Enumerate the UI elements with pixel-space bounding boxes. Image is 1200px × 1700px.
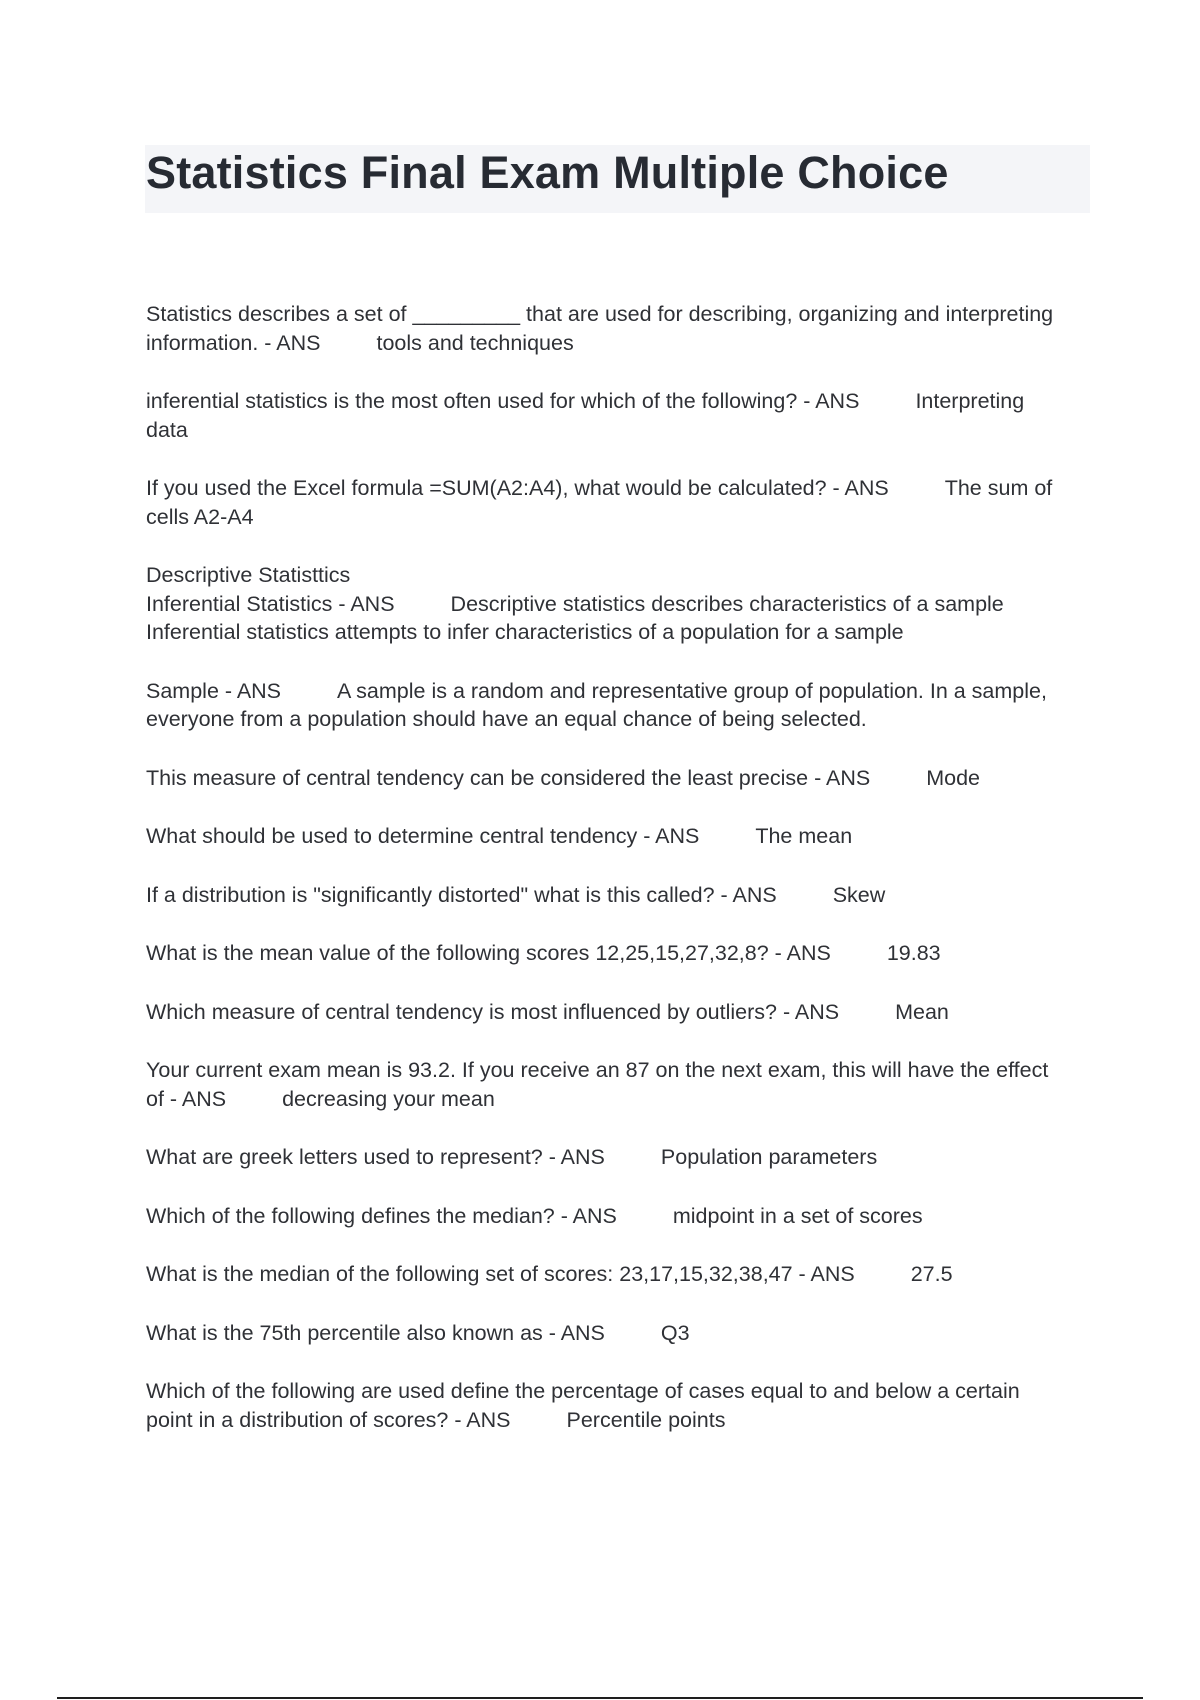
qa-item (146, 1056, 1092, 1113)
question-line: Sample - ANS (146, 678, 282, 703)
answer-text: The mean (755, 824, 853, 848)
answer-text: Percentile points (566, 1407, 726, 1432)
answer-continuation: Inferential statistics attempts to infer characteristics of a population for a sample (146, 620, 904, 644)
qa-item (146, 300, 1092, 357)
page-title: Statistics Final Exam Multiple Choice (146, 147, 949, 198)
question-line: What should be used to determine central tendency - ANS (146, 824, 700, 848)
answer-continuation: cells A2-A4 (146, 504, 254, 529)
answer-text: 19.83 (886, 941, 941, 965)
answer-text: Mean (895, 999, 949, 1024)
answer-text: Interpreting (915, 389, 1025, 413)
answer-text: Q3 (660, 1320, 690, 1345)
qa-item (146, 1319, 1092, 1348)
question-line: inferential statistics is the most often used for which of the following? - ANS (146, 389, 860, 413)
question-line: If you used the Excel formula =SUM(A2:A4), what would be calculated? - ANS (146, 476, 889, 500)
question-line: What is the mean value of the following scores 12,25,15,27,32,8? - ANS (146, 941, 831, 965)
question-line: point in a distribution of scores? - ANS (146, 1407, 511, 1432)
question-answer-list (146, 300, 1092, 1464)
answer-continuation: everyone from a population should have an equal chance of being selected. (146, 707, 867, 731)
question-line: What are greek letters used to represent? - ANS (146, 1145, 605, 1169)
answer-text: Descriptive statistics describes characteristics of a sample (450, 591, 1004, 616)
answer-text: The sum of (944, 476, 1053, 500)
question-line: Which measure of central tendency is most influenced by outliers? - ANS (146, 999, 840, 1024)
question-line: Inferential Statistics - ANS (146, 591, 395, 616)
answer-continuation: data (146, 417, 188, 442)
answer-text: A sample is a random and representative group of population. In a sample, (337, 678, 1047, 703)
qa-item (146, 677, 1092, 734)
answer-text: tools and techniques (376, 330, 574, 355)
question-line: information. - ANS (146, 330, 321, 355)
question-line: What is the median of the following set of scores: 23,17,15,32,38,47 - ANS (146, 1262, 855, 1286)
answer-text: midpoint in a set of scores (672, 1203, 923, 1228)
answer-text: Skew (832, 882, 886, 907)
qa-item (146, 1377, 1092, 1434)
qa-item (146, 939, 1092, 968)
question-line: If a distribution is "significantly distorted" what is this called? - ANS (146, 882, 777, 907)
qa-item (146, 561, 1092, 647)
qa-item (146, 998, 1092, 1027)
qa-item (146, 764, 1092, 793)
question-line: What is the 75th percentile also known as - ANS (146, 1320, 605, 1345)
question-line: Which of the following are used define the percentage of cases equal to and below a certain (146, 1379, 1020, 1403)
question-line: This measure of central tendency can be considered the least precise - ANS (146, 765, 871, 790)
qa-item (146, 881, 1092, 910)
answer-text: 27.5 (910, 1262, 953, 1286)
question-line: Which of the following defines the median? - ANS (146, 1203, 617, 1228)
answer-text: Population parameters (660, 1145, 878, 1169)
footer-divider (57, 1697, 1143, 1699)
answer-text: Mode (926, 765, 981, 790)
qa-item (146, 1143, 1092, 1172)
question-line: Statistics describes a set of _________ that are used for describing, organizing and interpreting (146, 302, 1054, 326)
qa-item (146, 1202, 1092, 1231)
qa-item (146, 1260, 1092, 1289)
qa-item (146, 387, 1092, 444)
qa-item (146, 822, 1092, 851)
question-line: Your current exam mean is 93.2. If you receive an 87 on the next exam, this will have the effect (146, 1058, 1049, 1082)
question-line: of - ANS (146, 1086, 227, 1111)
answer-text: decreasing your mean (282, 1086, 495, 1111)
question-line: Descriptive Statisttics (146, 563, 351, 587)
qa-item (146, 474, 1092, 531)
